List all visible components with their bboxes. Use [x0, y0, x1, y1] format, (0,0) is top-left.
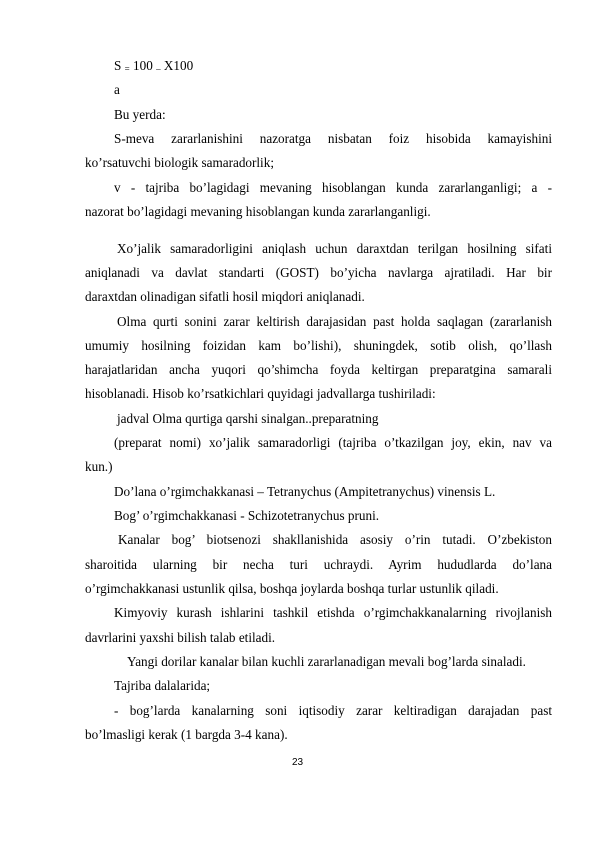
paragraph-line: hisoblanadi. Hisob ko’rsatkichlari quyidagi jadvallarga tushiriladi: — [85, 386, 436, 401]
paragraph-line: Yangi dorilar kanalar bilan kuchli zararlanadigan mevali bog’larda sinaladi. — [127, 654, 526, 669]
paragraph-line: daraxtdan olinadigan sifatli hosil miqdori aniqlanadi. — [85, 289, 365, 304]
paragraph-line: Bog’ o’rgimchakkanasi - Schizotetranychus pruni. — [114, 508, 380, 523]
paragraph-line: S-meva zararlanishini nazoratga nisbatan foiz hisobida kamayishini — [114, 131, 552, 146]
paragraph-line: sharoitida ularning bir necha turi uchraydi. Ayrim hududlarda do’lana — [85, 557, 552, 572]
table-caption: jadval Olma qurtiga qarshi sinalgan..preparatning — [117, 411, 379, 426]
paragraph-line: (preparat nomi) xo’jalik samaradorligi (tajriba o’tkazilgan joy, ekin, nav va — [114, 435, 552, 450]
paragraph-line: Kanalar bog’ biotsenozi shakllanishida asosiy o’rin tutadi. O’zbekiston — [118, 532, 552, 547]
paragraph-line: o’rgimchakkanasi ustunlik qilsa, boshqa joylarda boshqa turlar ustunlik qiladi. — [85, 581, 499, 596]
paragraph-line: ko’rsatuvchi biologik samaradorlik; — [85, 155, 274, 170]
paragraph-line: - bog’larda kanalarning soni iqtisodiy zarar keltiradigan darajadan past — [114, 703, 552, 718]
paragraph-line: umumiy hosilning foizidan kam bo’lishi), shuningdek, sotib olish, qo’llash — [85, 338, 552, 353]
paragraph-line: harajatlaridan ancha yuqori qo’shimcha foyda keltirgan preparatgina samarali — [85, 362, 552, 377]
paragraph-line: Kimyoviy kurash ishlarini tashkil etishda o’rgimchakkanalarning rivojlanish — [114, 605, 552, 620]
paragraph-line: aniqlanadi va davlat standarti (GOST) bo’yicha navlarga ajratiladi. Har bir — [85, 265, 552, 280]
paragraph-line: Tajriba dalalarida; — [114, 678, 211, 693]
paragraph-line: bo’lmasligi kerak (1 bargda 3-4 kana). — [85, 727, 288, 742]
formula-denominator: a — [114, 82, 120, 97]
formula-x100: X100 — [163, 58, 194, 73]
formula-minus: – — [156, 64, 161, 74]
paragraph-line: Do’lana o’rgimchakkanasi – Tetranychus (Ampitetranychus) vinensis L. — [114, 484, 496, 499]
paragraph-line: davrlarini yaxshi bilish talab etiladi. — [85, 630, 276, 645]
paragraph-line: nazorat bo’lagidagi mevaning hisoblangan kunda zararlanganligi. — [85, 204, 431, 219]
paragraph-line: v - tajriba bo’lagidagi mevaning hisoblangan kunda zararlanganligi; a - — [114, 180, 552, 195]
formula-s: S — [114, 58, 122, 73]
formula-100: 100 — [133, 58, 153, 73]
paragraph-line: Xo’jalik samaradorligini aniqlash uchun daraxtdan terilgan hosilning sifati — [117, 241, 552, 256]
paragraph-line: Olma qurti sonini zarar keltirish darajasidan past holda saqlagan (zararlanish — [117, 314, 552, 329]
formula-line — [114, 54, 193, 79]
paragraph-line: Bu yerda: — [114, 107, 166, 122]
paragraph-line: kun.) — [85, 459, 113, 474]
page-number: 23 — [291, 757, 304, 768]
formula-eq: = — [124, 64, 130, 74]
